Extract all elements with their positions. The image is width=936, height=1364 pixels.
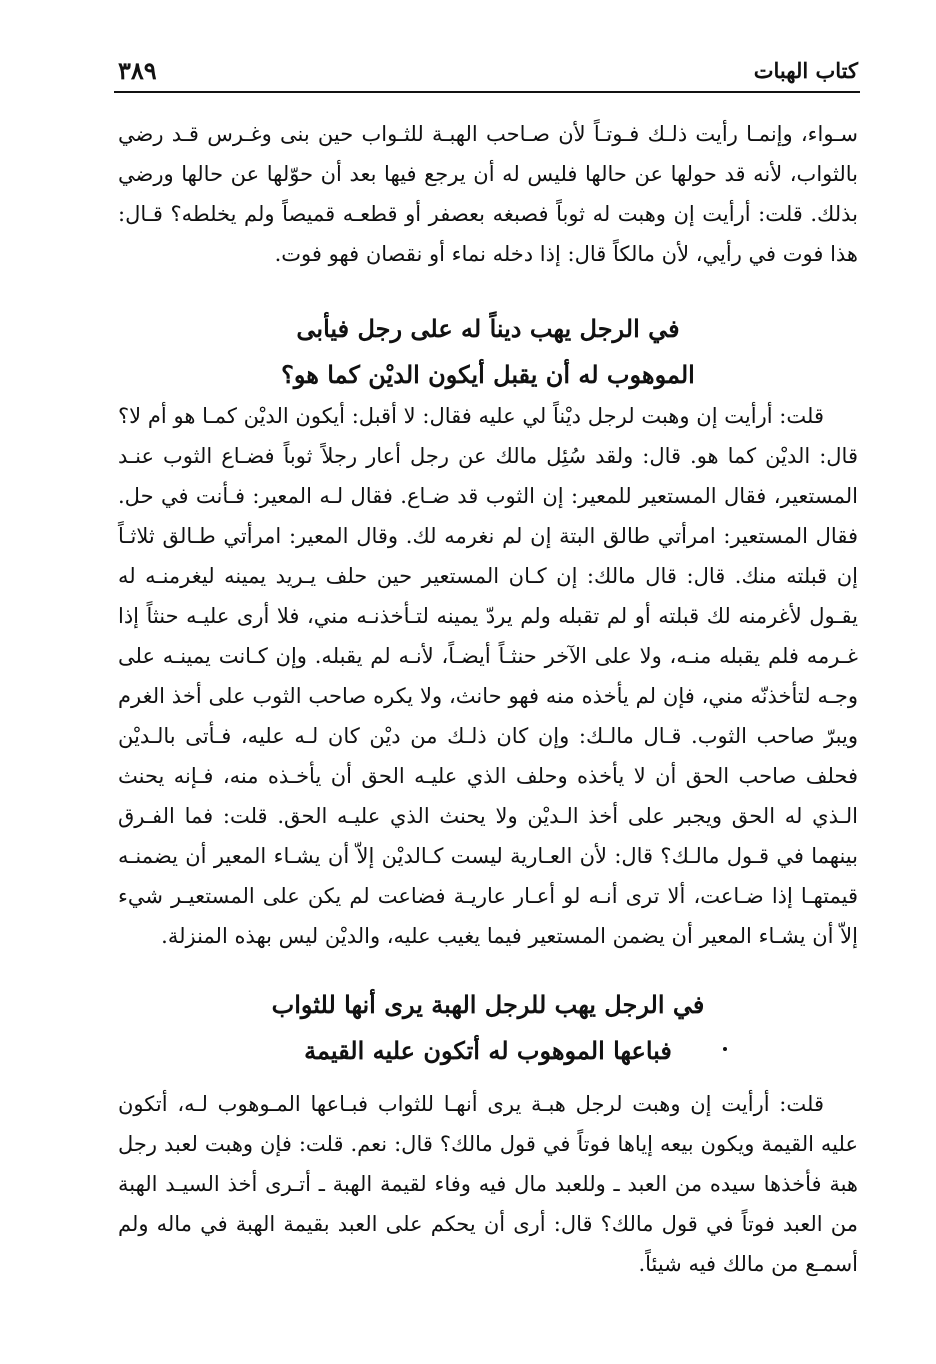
section-heading-2-line-1: في الرجل يهب للرجل الهبة يرى أنها للثواب <box>271 990 705 1019</box>
section-heading-1 <box>118 306 858 398</box>
stray-dot-mark <box>723 1047 727 1051</box>
page-number: ٣٨٩ <box>118 56 157 85</box>
paragraph-2: قلت: أرأيت إن وهبت لرجل ديْناً لي عليه فقال: لا أقبل: أيكون الديْن كمـا هو أم لا؟ قال: الديْن كما هو. قال: ولقد سُئِل مالك عن رجل أعار رجلاً ثوباً فضـاع الثوب عنـد المستعير، فقال المستعير للمعير: إن الثوب قد ضـاع. فقال لـه المعير: فـأنت في حل. فقال المستعير: امرأتي طالق البتة إن لم نغرمه لك. وقال المعير: امرأتي طـالق ثلاثـاً إن قبلته منك. قال: قال مالك: إن كـان المستعير حين حلف يـريد يمينه ليغرمنـه له يقـول لأغرمنه لك قبلته أو لم تقبله ولم يردّ يمينه لتـأخذنـه مني، فلا أرى عليـه حنثاً إذا غـرمه فلم يقبله منـه، ولا على الآخر حنثـاً أيضـاً، لأنـه لم يقبله. وإن كـانت يمينـه على وجـه لتأخذنّه مني، فإن لم يأخذه منه فهو حانث، ولا يكره صاحب الثوب على أخذ الغرم ويبرّ صاحب الثوب. قـال مالـك: وإن كان ذلـك من ديْن كان لـه عليه، فـأتى بالـديْن فحلف صاحب الحق أن لا يأخذه وحلف الذي عليـه الحق أن يأخـذه منه، فـإنه يحنث الـذي له الحق ويجبر على أخذ الـديْن ولا يحنث الذي عليـه الحق. قلت: فما الفـرق بينهما في قـول مالـك؟ قال: لأن العـارية ليست كـالديْن إلاّ أن يشـاء المعير أن يضمنـه قيمتهـا إذا ضـاعت، ألا ترى أنـه لو أعـار عاريـة فضاعت لم يكن على المستعيـر شيء إلاّ أن يشـاء المعير أن يضمن المستعير فيما يغيب عليه، والديْن ليس بهذه المنزلة. <box>118 404 858 948</box>
paragraph-3: قلت: أرأيت إن وهبت لرجل هبـة يرى أنهـا للثواب فبـاعها المـوهوب لـه، أتكون عليه القيمة ويكون بيعه إياها فوتاً في قول مالك؟ قال: نعم. قلت: فإن وهبت لعبد رجل هبة فأخذها سيده من العبد ـ وللعبد مال فيه وفاء لقيمة الهبة ـ أتـرى أخذ السيـد الهبة من العبد فوتاً في قول مالك؟ قال: أرى أن يحكم على العبد بقيمة الهبة في ماله ولم أسمـع من مالك فيه شيئاً. <box>118 1092 858 1276</box>
section-heading-1-line-2: الموهوب له أن يقبل أيكون الديْن كما هو؟ <box>281 360 695 389</box>
section-heading-2-line-2: فباعها الموهوب له أتكون عليه القيمة <box>304 1036 672 1065</box>
page-header <box>118 52 858 92</box>
section-heading-1-line-1: في الرجل يهب ديناً له على رجل فيأبى <box>296 314 680 343</box>
section-heading-2 <box>118 982 858 1074</box>
paragraph-1: سـواء، وإنمـا رأيت ذلـك فـوتـاً لأن صـاحب الهبـة للثـواب حين بنى وغـرس قـد رضي بالثواب، لأنه قد حولها عن حالها فليس له أن يرجع فيها بعد أن حوّلها عن حالها ورضي بذلك. قلت: أرأيت إن وهبت له ثوباً فصبغه بعصفر أو قطعـه قميصاً ولم يخلطه؟ قـال: هذا فوت في رأيي، لأن مالكاً قال: إذا دخله نماء أو نقصان فهو فوت. <box>118 122 858 266</box>
header-rule <box>114 91 860 93</box>
running-title: كتاب الهبات <box>753 58 858 83</box>
